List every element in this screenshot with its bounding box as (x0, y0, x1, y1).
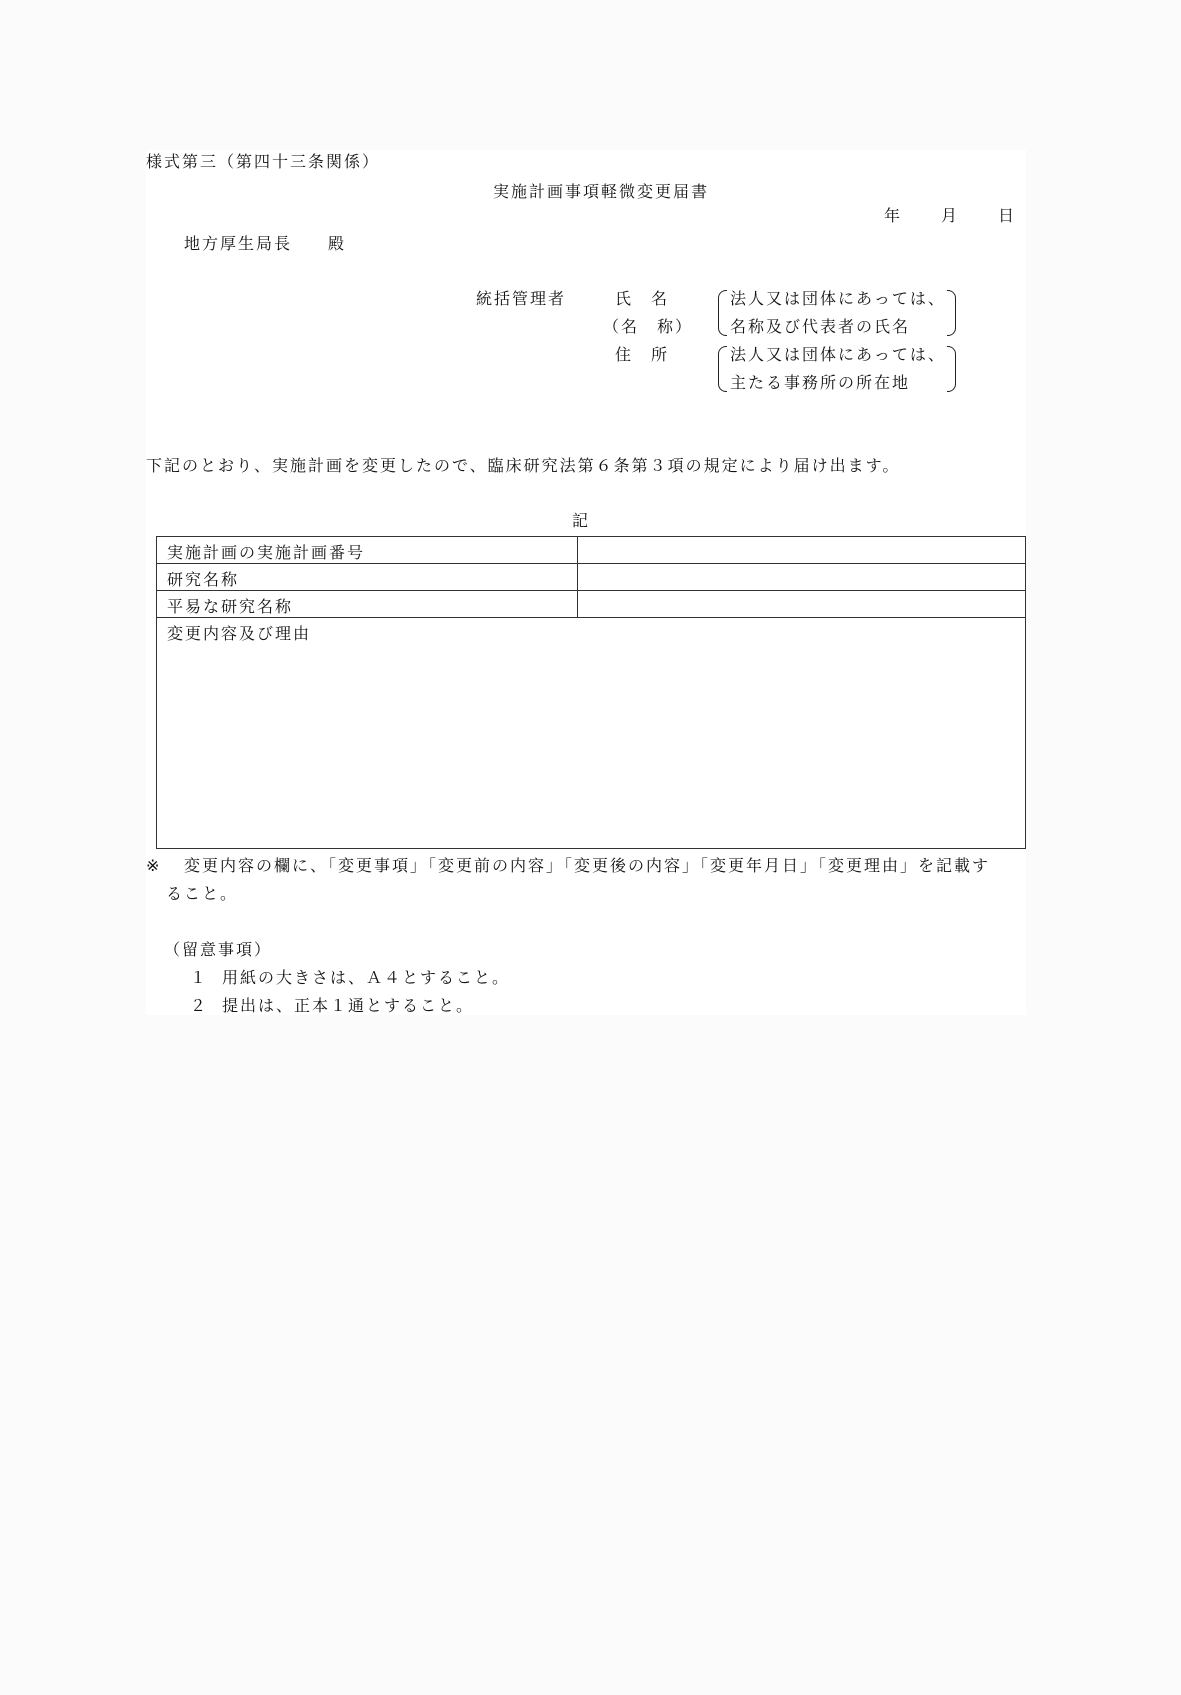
form-number: 様式第三（第四十三条関係） (146, 152, 381, 171)
body-text: 下記のとおり、実施計画を変更したので、臨床研究法第６条第３項の規定により届け出ます。 (146, 456, 901, 475)
form-title: 実施計画事項軽微変更届書 (492, 182, 709, 201)
name-alt-label: （名 称） (603, 317, 694, 336)
table-value-study-name[interactable] (578, 564, 1026, 591)
addressee: 地方厚生局長 殿 (184, 234, 347, 253)
date-month-label: 月 (941, 206, 960, 225)
submitter-role: 統括管理者 (476, 289, 567, 308)
table-row (157, 564, 1026, 591)
table-value-plain-study-name[interactable] (578, 591, 1026, 618)
remark-2-text: 提出は、正本１通とすること。 (222, 996, 475, 1015)
address-note-line1: 法人又は団体にあっては、 (730, 345, 946, 364)
remark-1-number: １ (190, 968, 209, 987)
name-note-line2: 名称及び代表者の氏名 (730, 317, 911, 336)
table-row (157, 591, 1026, 618)
name-note-line1: 法人又は団体にあっては、 (730, 289, 946, 308)
table-value-plan-number[interactable] (578, 537, 1026, 564)
address-note-line2: 主たる事務所の所在地 (730, 373, 911, 392)
note-line1: 変更内容の欄に、「変更事項」「変更前の内容」「変更後の内容」「変更年月日」「変更理由」を記載す (184, 856, 991, 875)
table-row (157, 537, 1026, 564)
change-details-cell[interactable] (157, 618, 1026, 849)
date-year-label: 年 (884, 206, 903, 225)
table-label-study-name: 研究名称 (157, 564, 578, 591)
note-line2: ること。 (166, 884, 239, 903)
table-label-plan-number: 実施計画の実施計画番号 (157, 537, 578, 564)
table-label-plain-study-name: 平易な研究名称 (157, 591, 578, 618)
table-row (157, 618, 1026, 849)
date-day-label: 日 (998, 206, 1017, 225)
record-table (156, 536, 1026, 849)
form-document (146, 150, 1026, 1015)
name-note-left-brace (718, 290, 727, 336)
note-mark: ※ (146, 856, 162, 875)
remark-1-text: 用紙の大きさは、Ａ４とすること。 (222, 968, 511, 987)
ki-heading: 記 (572, 511, 591, 530)
address-note-left-brace (718, 346, 727, 392)
address-label: 住 所 (615, 345, 670, 364)
address-note-right-brace (947, 346, 956, 392)
change-details-label: 変更内容及び理由 (167, 624, 312, 643)
remark-2-number: ２ (190, 996, 209, 1015)
name-label: 氏 名 (615, 289, 670, 308)
remarks-heading: （留意事項） (164, 940, 273, 959)
name-note-right-brace (947, 290, 956, 336)
